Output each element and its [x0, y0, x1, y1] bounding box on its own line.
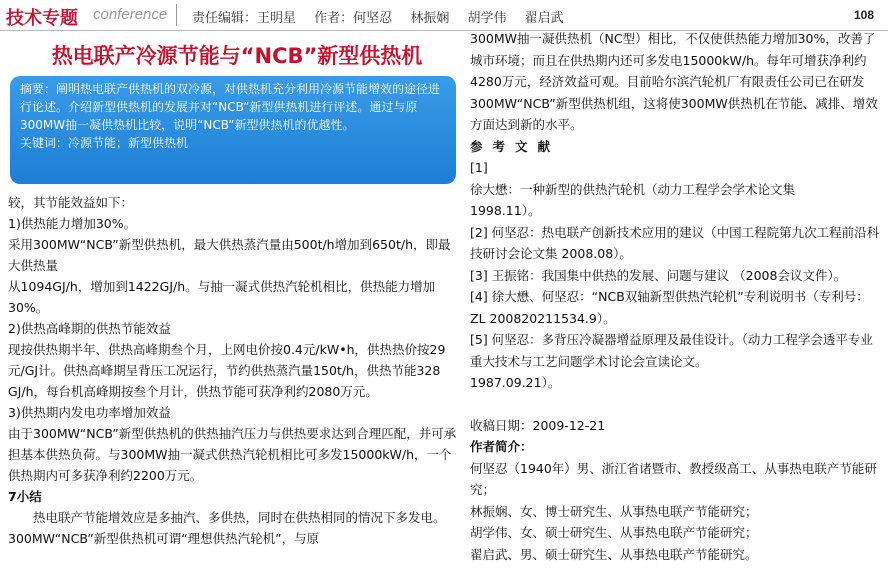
- right-column: [470, 28, 880, 565]
- section-heading: 7小结: [8, 489, 42, 504]
- editor-line: [192, 7, 578, 26]
- editor-name: 责任编辑：王明星: [192, 11, 297, 26]
- page-header: [0, 0, 888, 30]
- paragraph: 采用300MW“NCB”新型供热机，最大供热蒸汽量由500t/h增加到650t/h，即最大供热量: [8, 237, 451, 273]
- reference-item: [3] 王振铭：我国集中供热的发展、问题与建议 （2008会议文件）。: [470, 267, 847, 283]
- reference-item: [4] 徐大懋、何坚忍：“NCB双轴新型供热汽轮机”专利说明书（专利号：ZL 200820211534.9）。: [470, 289, 869, 326]
- reference-item: [2] 何坚忍：热电联产创新技术应用的建议（中国工程院第九次工程前沿科技研讨会论文集 2008.08）。: [470, 224, 880, 261]
- paragraph: 3)供热期内发电功率增加效益: [8, 405, 171, 420]
- paragraph: 由于300MW“NCB”新型供热机的供热抽汽压力与供热要求达到合理匹配，并可承担基本供热负荷。与300MW抽一凝式供热汽轮机相比可多发15000kW/h，一个供热期内可多获净利约2200万元。: [8, 426, 457, 483]
- paragraph: 热电联产节能增效应是多抽汽、多供热，同时在供热相同的情况下多发电。300MW“NCB”新型供热机可谓“理想供热汽轮机”，与原: [8, 510, 446, 546]
- spacer: [470, 394, 880, 415]
- bio-item: 翟启武、男、硕士研究生、从事热电联产节能研究。: [470, 546, 758, 562]
- received-date: 收稿日期：2009-12-21: [470, 417, 606, 433]
- left-column: [8, 192, 458, 549]
- header-divider: [176, 4, 177, 26]
- reference-item: 徐大懋：一种新型的供热汽轮机（动力工程学会学术论文集: [470, 181, 796, 197]
- bio-item: 胡学伟、女、硕士研究生、从事热电联产节能研究；: [470, 525, 758, 540]
- author-3: 胡学伟: [467, 11, 507, 26]
- reference-item: [1]: [470, 160, 488, 175]
- paragraph: 300MW抽一凝供热机（NC型）相比，不仅使供热能力增加30%，改善了城市环境；而且在供热期内还可多发电15000kW/h。每年可增获净利约4280万元，经济效益可观。目前哈尔滨汽轮机厂有限责任公司已在研发300MW“NCB”新型供热机组，这将使300MW供热机在节能、减排、增效方面达到新的水平。: [470, 31, 878, 132]
- paragraph: 从1094GJ/h，增加到1422GJ/h。与抽一凝式供热汽轮机相比，供热能力增加30%。: [8, 279, 436, 315]
- abstract-text: 摘要：阐明热电联产供热机的双冷源，对供热机充分利用冷源节能增效的途径进行论述。介绍新型供热机的发展并对“NCB”新型供热机进行评述。通过与原300MW抽一凝供热机比较，说明“NCB”新型供热机的优越性。: [20, 82, 441, 132]
- page-number: 108: [853, 8, 874, 22]
- author-1: 作者：何坚忍: [314, 11, 393, 26]
- reference-item: 1998.11）。: [470, 203, 541, 218]
- paragraph: GJ/h，每台机高峰期按叁个月计，供热节能可获净利约2080万元。: [8, 384, 378, 399]
- bio-heading: 作者简介：: [470, 439, 533, 454]
- references-heading: 参考文献: [470, 138, 561, 154]
- reference-item: 1987.09.21）。: [470, 375, 561, 390]
- bio-item: 林振娴、女、博士研究生、从事热电联产节能研究；: [470, 503, 758, 519]
- author-2: 林振娴: [410, 11, 450, 26]
- keywords: 关键词：冷源节能；新型供热机: [20, 136, 189, 150]
- paragraph: 1)供热能力增加30%。: [8, 216, 137, 231]
- reference-item: [5] 何坚忍：多背压冷凝器增益原理及最佳设计。（动力工程学会透平专业重大技术与工艺问题学术讨论会宣读论文。: [470, 332, 873, 369]
- bio-item: 何坚忍（1940年）男、浙江省诸暨市、教授级高工、从事热电联产节能研究；: [470, 460, 877, 497]
- paragraph: 现按供热期半年、供热高峰期叁个月，上网电价按0.4元/kW•h，供热热价按29元/GJ计。供热高峰期呈背压工况运行，节约供热蒸汽量150t/h，供热节能328: [8, 342, 446, 378]
- paragraph: 2)供热高峰期的供热节能效益: [8, 321, 171, 336]
- paragraph: 较，其节能效益如下：: [8, 195, 134, 210]
- section-brand-en: conference: [93, 6, 168, 23]
- abstract-box: [10, 76, 456, 184]
- author-4: 翟启武: [524, 11, 564, 26]
- section-brand: 技术专题: [6, 8, 78, 29]
- article-title: 热电联产冷源节能与“NCB”新型供热机: [51, 44, 423, 68]
